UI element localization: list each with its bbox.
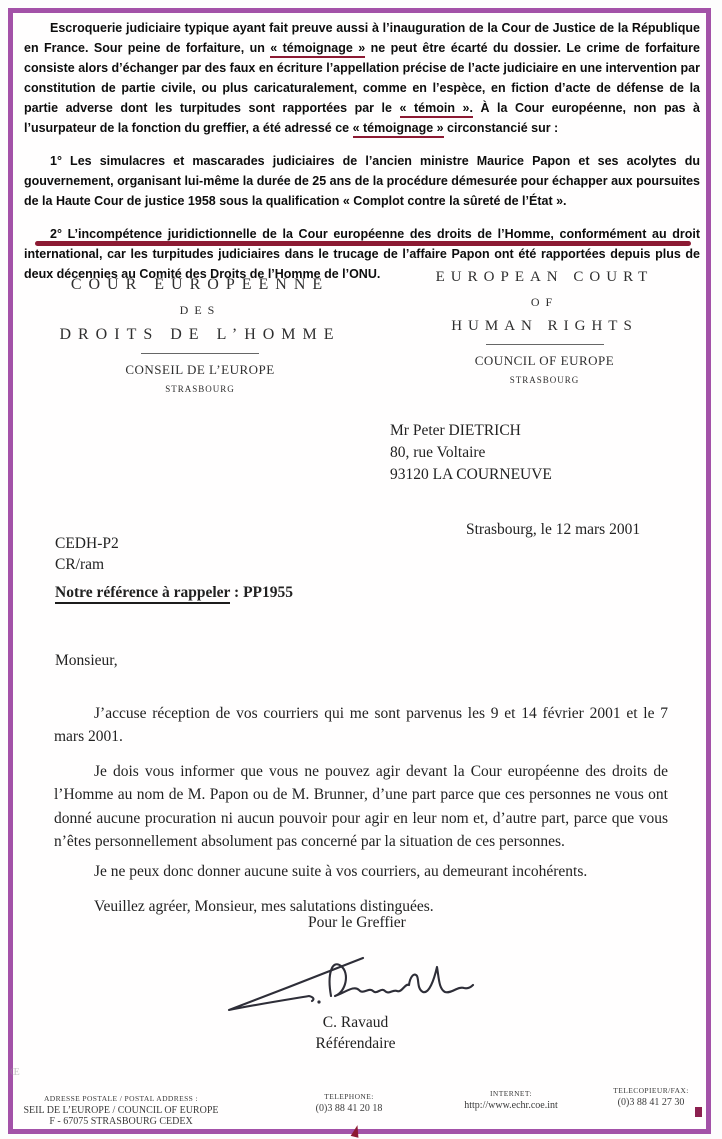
signoff-pour-le-greffier: Pour le Greffier [308,914,406,931]
letterhead-fr-line2: DES [179,303,221,317]
reference-separator: : [230,584,244,601]
preamble-text: circonstancié sur : [443,121,559,135]
stray-scan-mark: Œ [10,1066,20,1078]
letterhead-english [412,269,677,385]
footer-fax-value: (0)3 88 41 27 30 [617,1097,685,1108]
reference-label: Notre référence à rappeler [55,584,230,604]
preamble-paragraph-3: 2° L’incompétence juridictionnelle de la Cour européenne des droits de l’Homme, conformément au droit international, car les turpitudes judiciaires dans le trucage de l’affaire Papon ont été rapportées depuis plus de deux décennies au Comité des Droits de l’Homme de l’ONU. [24,227,700,281]
reference-code-2: CR/ram [55,556,105,573]
letterhead-fr-line3: DROITS DE L’HOMME [59,326,341,343]
footer-fax-label: TELECOPIEUR/FAX: [613,1086,689,1095]
recipient-city: 93120 LA COURNEUVE [390,466,552,483]
preamble-commentary [24,18,700,297]
footer-postal-address [12,1094,230,1127]
letterhead-fr-org: CONSEIL DE L’EUROPE [125,362,275,377]
signatory-name: C. Ravaud [322,1014,389,1031]
letterhead-en-line3: HUMAN RIGHTS [451,318,638,334]
body-paragraph-2: Je dois vous informer que vous ne pouvez agir devant la Cour européenne des droits de l’Homme au nom de M. Papon ou de M. Brunner, d’une part parce que ces personnes ne vous ont donné aucune procuration ni aucun pouvoir pour agir en leur nom et, d’autre part, parce que vous n’êtes personnellement absolument pas concerné par la situation de ces personnes. [54,762,668,850]
preamble-paragraph-2: 1° Les simulacres et mascarades judiciaires de l’ancien ministre Maurice Papon et ses acolytes du gouvernement, organisant lui-même la durée de 25 ans de la procédure démesurée pour échapper aux poursuites de la Haute Cour de justice 1958 sous la qualification « Complot contre la sûreté de l’État ». [24,154,700,208]
letterhead-fr-divider [141,353,259,354]
letterhead-fr-city: STRASBOURG [165,384,235,394]
place-date: Strasbourg, le 12 mars 2001 [466,521,641,538]
preamble-text: Escroquerie judiciaire typique ayant fait preuve aussi à l’inauguration de la Cour de Justice de la République en France. Sour peine de forfaiture, un [24,21,700,55]
letterhead-en-divider [486,344,604,345]
footer-internet-value: http://www.echr.coe.int [464,1100,558,1111]
footer-telephone [275,1092,423,1114]
footer-address-label: ADRESSE POSTALE / POSTAL ADDRESS : [43,1094,199,1103]
recipient-street: 80, rue Voltaire [390,444,486,461]
footer-telephone-value: (0)3 88 41 20 18 [315,1103,383,1114]
letterhead-en-city: STRASBOURG [509,375,580,385]
underlined-temoin: « témoin ». [400,101,473,118]
footer-address-line1: SEIL DE L’EUROPE / COUNCIL OF EUROPE [23,1105,219,1116]
maroon-separator-rule [35,241,691,246]
letterhead-en-line2: OF [530,295,559,309]
footer-address-line2: F - 67075 STRASBOURG CEDEX [49,1116,193,1127]
underlined-temoignage-1: « témoignage » [270,41,365,58]
footer-telephone-label: TELEPHONE: [324,1092,374,1101]
letterhead-en-org: COUNCIL OF EUROPE [474,353,615,368]
red-notch-mark [695,1107,702,1117]
salutation: Monsieur, [55,652,118,669]
body-paragraph-1: J’accuse réception de vos courriers qui me sont parvenus les 9 et 14 février 2001 et le 7 mars 2001. [54,704,668,745]
underlined-temoignage-2: « témoignage » [353,121,444,138]
recipient-name: Mr Peter DIETRICH [390,422,521,439]
preamble-text: ne peut être écarté du dossier. Le crime de forfaiture consiste alors d’échanger par des faux en écriture l’appellation précise de l’acte judiciaire en une intervention par constitution de partie civile, ou plus caricaturalement, comme en l’espèce, en fiction d’acte de défense de la partie adverse dont les turpitudes sont rapportées par le [24,41,700,115]
reference-code-1: CEDH-P2 [55,535,119,552]
recipient-address [390,420,552,486]
letterhead-french [45,276,355,394]
reference-codes [55,533,119,575]
footer-internet [437,1089,585,1111]
body-paragraph-4: Veuillez agréer, Monsieur, mes salutations distinguées. [94,897,434,915]
letterhead-fr-line1: COUR EUROPEENNE [70,276,330,293]
signatory-title: Référendaire [315,1035,396,1052]
body-paragraph-3: Je ne peux donc donner aucune suite à vos courriers, au demeurant incohérents. [94,862,588,880]
footer-fax [580,1086,722,1108]
preamble-text: À la Cour européenne, non pas à l’usurpateur de la fonction du greffier, a été adressé ce [24,101,700,135]
letterhead-en-line1: EUROPEAN COURT [435,269,654,285]
reference-value: PP1955 [243,584,294,601]
preamble-paragraph-1 [24,18,700,138]
red-arrow-mark [351,1124,362,1138]
footer-internet-label: INTERNET: [490,1089,532,1098]
reference-line [55,584,293,602]
